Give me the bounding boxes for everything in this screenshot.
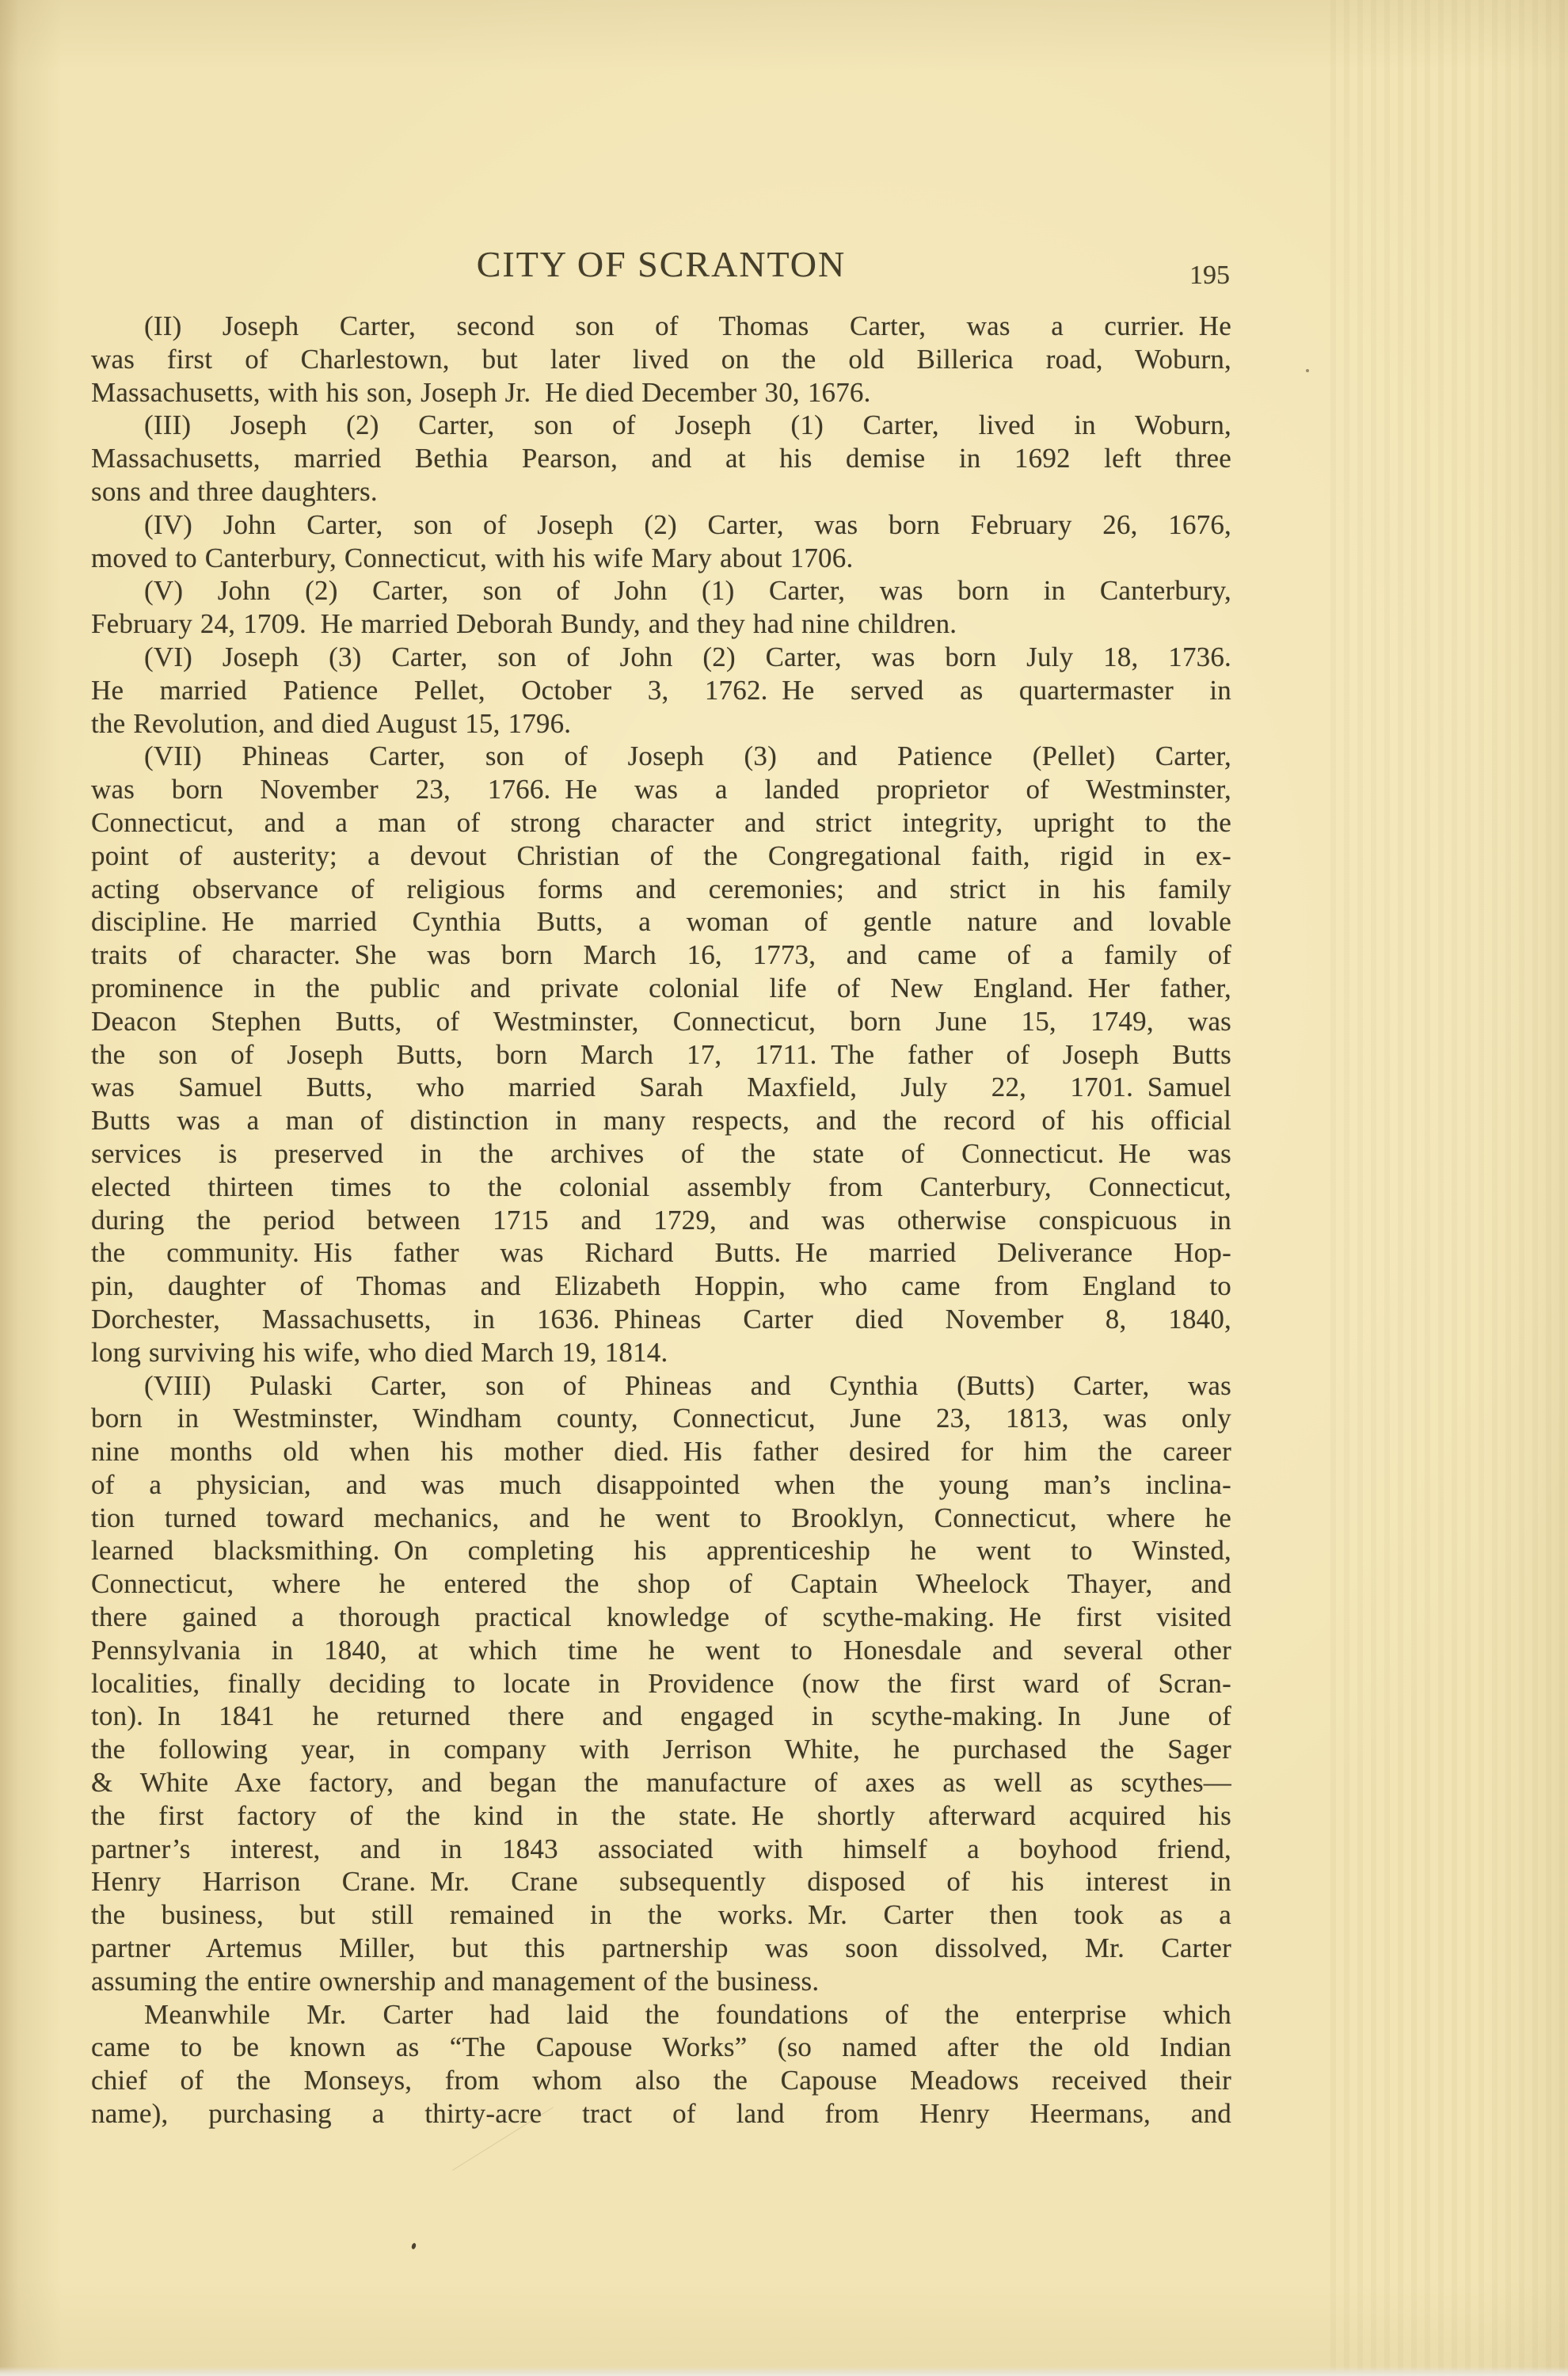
text-line: (VIII) Pulaski Carter, son of Phineas and Cynthia (Butts) Carter, was — [144, 1369, 1231, 1401]
text-line: Dorchester, Massachusetts, in 1636. Phineas Carter died November 8, 1840, — [91, 1303, 1231, 1335]
text-line: born in Westminster, Windham county, Connecticut, June 23, 1813, was only — [91, 1403, 1231, 1434]
text-line: the Revolution, and died August 15, 1796. — [91, 707, 572, 739]
text-line: February 24, 1709. He married Deborah Bundy, and they had nine children. — [91, 608, 957, 640]
text-line: chief of the Monseys, from whom also the Capouse Meadows received their — [91, 2065, 1231, 2096]
text-line: there gained a thorough practical knowledge of scythe-making. He first visited — [91, 1601, 1231, 1633]
page-header — [91, 244, 1231, 291]
text-line: (VII) Phineas Carter, son of Joseph (3) and Patience (Pellet) Carter, — [144, 741, 1231, 772]
text-line: point of austerity; a devout Christian of the Congregational faith, rigid in ex- — [91, 840, 1231, 871]
page-bottom-edge — [0, 2366, 1568, 2376]
text-line: during the period between 1715 and 1729, and was otherwise conspicuous in — [91, 1204, 1231, 1236]
running-head-title: CITY OF SCRANTON — [476, 244, 847, 284]
text-block — [91, 310, 1231, 2130]
ink-speck — [411, 2242, 417, 2249]
text-line: (IV) John Carter, son of Joseph (2) Carter, was born February 26, 1676, — [144, 508, 1231, 540]
text-line: assuming the entire ownership and management of the business. — [91, 1965, 820, 1997]
text-line: was born November 23, 1766. He was a landed proprietor of Westminster, — [91, 774, 1231, 805]
text-line: prominence in the public and private colonial life of New England. Her father, — [91, 972, 1231, 1003]
text-line: learned blacksmithing. On completing his apprenticeship he went to Winsted, — [91, 1535, 1231, 1567]
text-line: Butts was a man of distinction in many respects, and the record of his official — [91, 1105, 1231, 1137]
text-line: nine months old when his mother died. His father desired for him the career — [91, 1436, 1231, 1468]
text-line: Deacon Stephen Butts, of Westminster, Connecticut, born June 15, 1749, was — [91, 1005, 1231, 1037]
text-line: partner’s interest, and in 1843 associated with himself a boyhood friend, — [91, 1833, 1231, 1864]
text-line: name), purchasing a thirty-acre tract of land from Henry Heermans, and — [91, 2098, 1231, 2130]
text-line: was Samuel Butts, who married Sarah Maxfield, July 22, 1701. Samuel — [91, 1072, 1231, 1103]
text-line: Pennsylvania in 1840, at which time he went to Honesdale and several other — [91, 1634, 1231, 1666]
text-line: ton). In 1841 he returned there and engaged in scythe-making. In June of — [91, 1700, 1231, 1732]
text-line: discipline. He married Cynthia Butts, a woman of gentle nature and lovable — [91, 906, 1231, 938]
text-line: was first of Charlestown, but later lived on the old Billerica road, Woburn, — [91, 343, 1231, 375]
text-line: pin, daughter of Thomas and Elizabeth Hoppin, who came from England to — [91, 1270, 1231, 1302]
ink-speck — [1306, 369, 1309, 372]
text-line: moved to Canterbury, Connecticut, with his wife Mary about 1706. — [91, 542, 854, 573]
text-line: (II) Joseph Carter, second son of Thomas Carter, was a currier. He — [144, 310, 1231, 341]
text-line: came to be known as “The Capouse Works” (so named after the old Indian — [91, 2031, 1231, 2063]
text-line: services is preserved in the archives of the state of Connecticut. He was — [91, 1137, 1231, 1169]
text-line: traits of character. She was born March 16, 1773, and came of a family of — [91, 939, 1231, 971]
text-line: elected thirteen times to the colonial assembly from Canterbury, Connecticut, — [91, 1171, 1231, 1202]
text-line: He married Patience Pellet, October 3, 1762. He served as quartermaster in — [91, 674, 1231, 706]
text-line: the following year, in company with Jerrison White, he purchased the Sager — [91, 1734, 1231, 1765]
text-line: sons and three daughters. — [91, 475, 378, 507]
text-line: tion turned toward mechanics, and he went to Brooklyn, Connecticut, where he — [91, 1502, 1231, 1533]
text-line: Meanwhile Mr. Carter had laid the foundations of the enterprise which — [144, 1998, 1231, 2030]
text-line: the community. His father was Richard Butts. He married Deliverance Hop- — [91, 1237, 1231, 1269]
text-line: the business, but still remained in the works. Mr. Carter then took as a — [91, 1899, 1231, 1931]
text-line: (V) John (2) Carter, son of John (1) Carter, was born in Canterbury, — [144, 575, 1231, 607]
page-number: 195 — [1189, 261, 1230, 290]
text-line: Massachusetts, with his son, Joseph Jr. He died December 30, 1676. — [91, 376, 871, 408]
text-line: Connecticut, where he entered the shop of Captain Wheelock Thayer, and — [91, 1568, 1231, 1600]
text-line: acting observance of religious forms and ceremonies; and strict in his family — [91, 873, 1231, 904]
text-line: Massachusetts, married Bethia Pearson, and at his demise in 1692 left three — [91, 443, 1231, 474]
text-line: (VI) Joseph (3) Carter, son of John (2) Carter, was born July 18, 1736. — [144, 641, 1231, 672]
text-line: localities, finally deciding to locate in Providence (now the first ward of Scran- — [91, 1667, 1231, 1699]
text-line: partner Artemus Miller, but this partnership was soon dissolved, Mr. Carter — [91, 1932, 1231, 1964]
text-line: of a physician, and was much disappointed when the young man’s inclina- — [91, 1468, 1231, 1500]
text-line: the first factory of the kind in the state. He shortly afterward acquired his — [91, 1799, 1231, 1831]
text-line: Connecticut, and a man of strong character and strict integrity, upright to the — [91, 806, 1231, 838]
text-line: Henry Harrison Crane. Mr. Crane subsequently disposed of his interest in — [91, 1866, 1231, 1898]
text-line: & White Axe factory, and began the manufacture of axes as well as scythes— — [91, 1767, 1231, 1799]
text-line: (III) Joseph (2) Carter, son of Joseph (1) Carter, lived in Woburn, — [144, 409, 1231, 441]
text-line: the son of Joseph Butts, born March 17, 1711. The father of Joseph Butts — [91, 1038, 1231, 1070]
paper-streak-texture — [1330, 0, 1568, 2376]
text-line: long surviving his wife, who died March 19, 1814. — [91, 1336, 668, 1368]
